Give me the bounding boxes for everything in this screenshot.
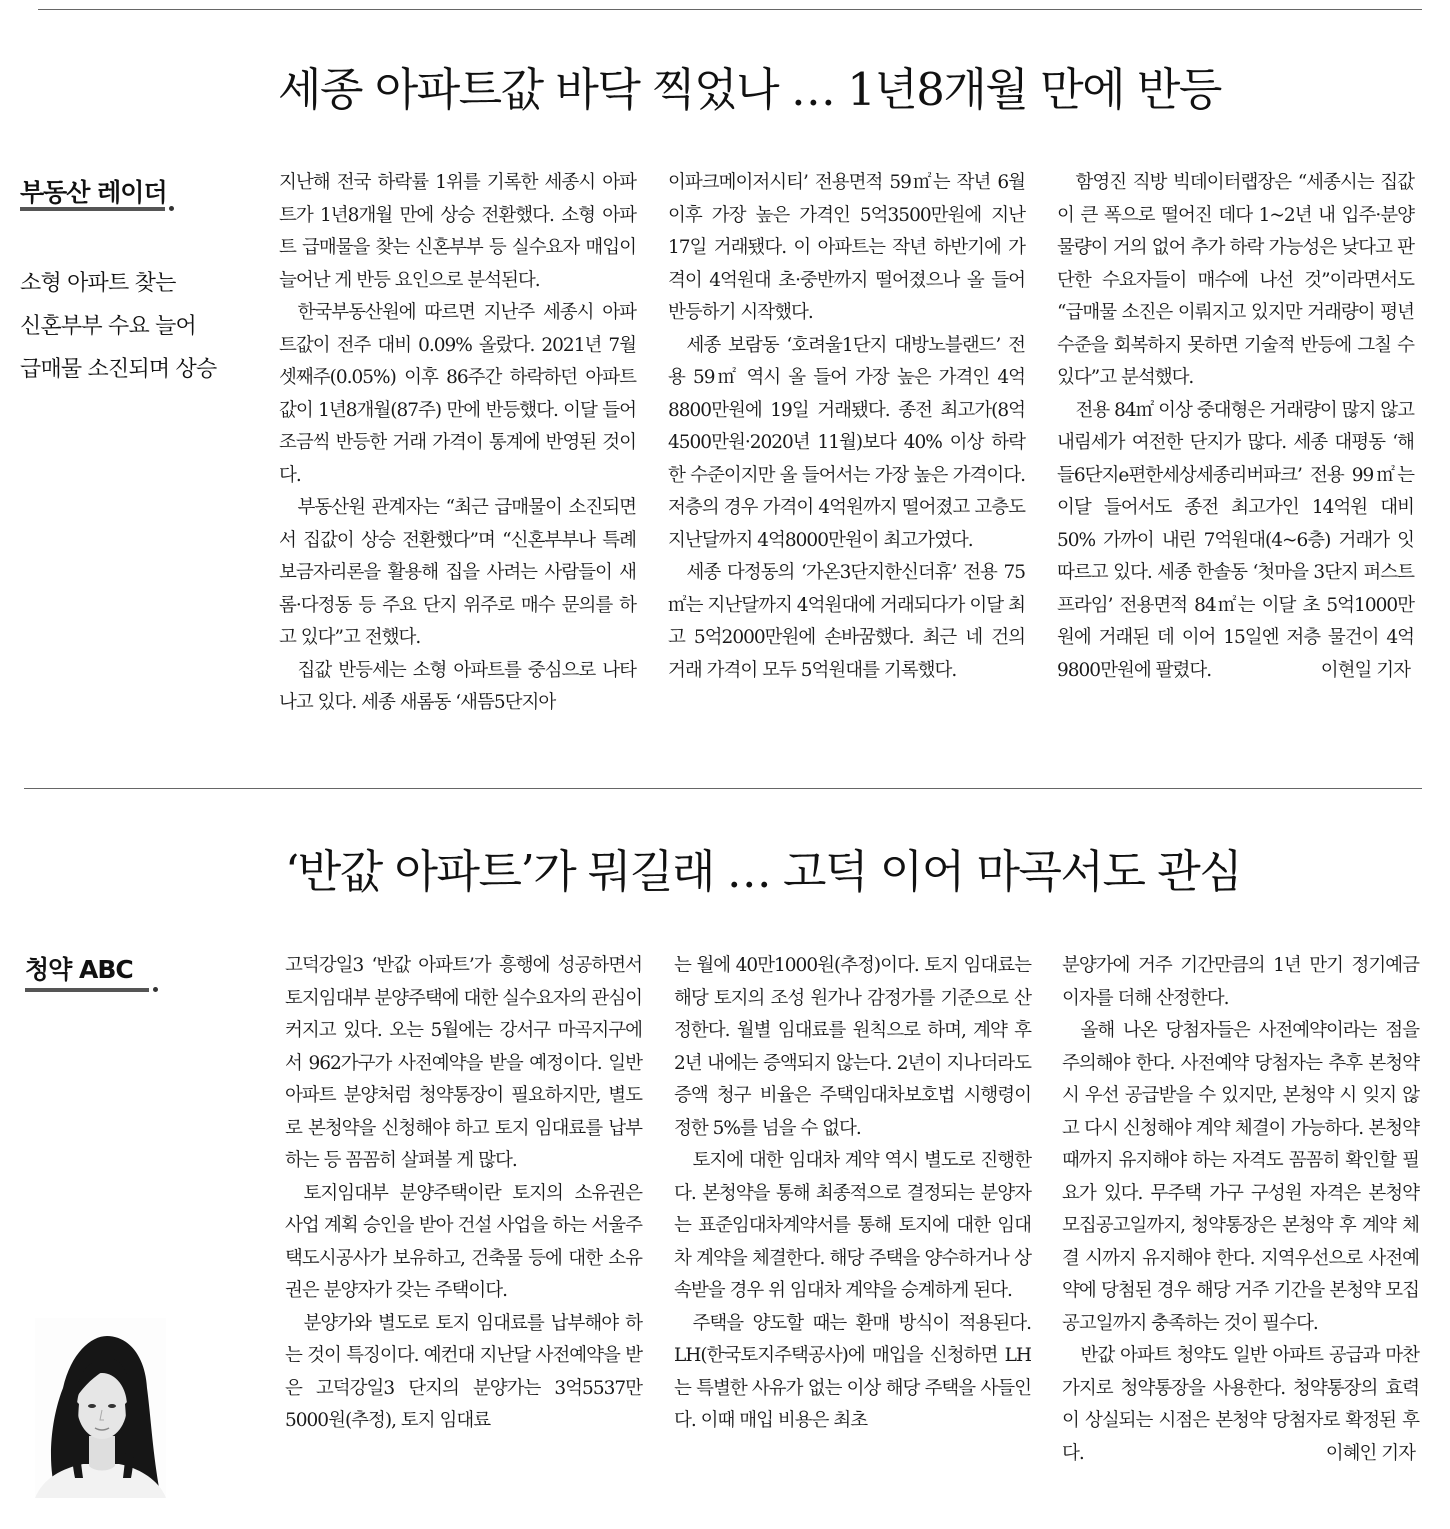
paragraph: 세종 다정동의 ‘가온3단지한신더휴’ 전용 75㎡는 지난달까지 4억원대에 거래되다가 이달 최고 5억2000만원에 손바꿈했다. 최근 네 건의 거래 가격이 모두 5억원대를 기록했다. [668,562,1025,681]
article1-deck [20,262,216,391]
paragraph: 토지임대부 분양주택이란 토지의 소유권은 사업 계획 승인을 받아 건설 사업을 하는 서울주택도시공사가 보유하고, 건축물 등에 대한 소유권은 분양자가 갖는 주택이다. [285,1182,642,1301]
paragraph-text: 반값 아파트 청약도 일반 아파트 공급과 마찬가지로 청약통장을 사용한다. 청약통장의 효력이 상실되는 시점은 본청약 당첨자로 확정된 후다. [1062,1345,1419,1464]
paragraph: 한국부동산원에 따르면 지난주 세종시 아파트값이 전주 대비 0.09% 올랐다. 2021년 7월 셋째주(0.05%) 이후 86주간 하락하던 아파트값이 1년8개월(87주) 만에 반등했다. 이달 들어 조금씩 반등한 거래 가격이 통계에 반영된 것이다. [279,302,636,486]
paragraph: 토지에 대한 임대차 계약 역시 별도로 진행한다. 본청약을 통해 최종적으로 결정되는 분양자는 표준임대차계약서를 통해 토지에 대한 임대차 계약을 체결한다. 해당 주택을 양수하거나 상속받을 경우 위 임대차 계약을 승계하게 된다. [674,1150,1031,1301]
paragraph: 세종 보람동 ‘호려울1단지 대방노블랜드’ 전용 59㎡ 역시 올 들어 가장 높은 가격인 4억8800만원에 19일 거래됐다. 종전 최고가(8억4500만원·2020년 11월)보다 40% 이상 하락한 수준이지만 올 들어서는 가장 높은 가격이다. 저층의 경우 가격이 4억원까지 떨어졌고 고층도 지난달까지 4억8000만원이 최고가였다. [668,334,1025,551]
paragraph: 는 월에 40만1000원(추정)이다. 토지 임대료는 해당 토지의 조성 원가나 감정가를 기준으로 산정한다. 월별 임대료를 원칙으로 하며, 계약 후 2년 내에는 증액되지 않는다. 2년이 지나더라도 증액 청구 비율은 주택임대차보호법 시행령이 정한 5%를 넘을 수 없다. [674,955,1031,1139]
paragraph: 함영진 직방 빅데이터랩장은 “세종시는 집값이 큰 폭으로 떨어진 데다 1~2년 내 입주·분양 물량이 거의 없어 추가 하락 가능성은 낮다고 판단한 수요자들이 매수에 나선 것”이라면서도 “급매물 소진은 이뤄지고 있지만 거래량이 평년 수준을 회복하지 못하면 기술적 반등에 그칠 수 있다”고 분석했다. [1057,172,1414,388]
paragraph: 고덕강일3 ‘반값 아파트’가 흥행에 성공하면서 토지임대부 분양주택에 대한 실수요자의 관심이 커지고 있다. 오는 5월에는 강서구 마곡지구에서 962가구가 사전예약을 받을 예정이다. 일반 아파트 분양처럼 청약통장이 필요하지만, 별도로 본청약을 신청해야 하고 토지 임대료를 납부하는 등 꼼꼼히 살펴볼 게 많다. [285,955,642,1171]
article2-column-3 [1062,950,1419,1470]
paragraph [1057,395,1414,688]
article2-rubric: 청약 ABC [25,955,133,984]
article1-column-1 [279,167,636,720]
paragraph: 분양가와 별도로 토지 임대료를 납부해야 하는 것이 특징이다. 예컨대 지난달 사전예약을 받은 고덕강일3 단지의 분양가는 3억5537만5000원(추정), 토지 임대료 [285,1312,642,1431]
article2-rubric-dot [153,987,158,992]
article1-rubric: 부동산 레이더 [20,178,167,207]
deck-line: 소형 아파트 찾는 [20,271,176,296]
byline: 이혜인 기자 [1325,1442,1415,1464]
deck-line: 급매물 소진되며 상승 [20,357,217,382]
paragraph-text: 전용 84㎡ 이상 중대형은 거래량이 많지 않고 내림세가 여전한 단지가 많다. 세종 대평동 ‘해들6단지e편한세상세종리버파크’ 전용 99㎡는 이달 들어서도 종전 최고가인 14억원 대비 50% 가까이 내린 7억원대(4~6층) 거래가 잇따르고 있다. 세종 한솔동 ‘첫마을 3단지 퍼스트프라임’ 전용면적 84㎡는 이달 초 5억1000만원에 거래된 데 이어 15일엔 저층 물건이 4억9800만원에 팔렸다. [1057,399,1414,681]
top-rule [38,9,1422,10]
reporter-photo [35,1318,166,1498]
paragraph: 올해 나온 당첨자들은 사전예약이라는 점을 주의해야 한다. 사전예약 당첨자는 추후 본청약 시 우선 공급받을 수 있지만, 본청약 시 잊지 않고 다시 신청해야 계약 체결이 가능하다. 본청약 때까지 유지해야 하는 자격도 꼼꼼히 확인할 필요가 있다. 무주택 가구 구성원 자격은 본청약 모집공고일까지, 청약통장은 본청약 후 계약 체결 시까지 유지해야 한다. 지역우선으로 사전예약에 당첨된 경우 해당 거주 기간을 본청약 모집공고일까지 충족하는 것이 필수다. [1062,1020,1419,1334]
article2-headline: ‘반값 아파트’가 뭐길래 … 고덕 이어 마곡서도 관심 [285,845,1242,898]
paragraph [1062,1340,1419,1470]
paragraph: 지난해 전국 하락률 1위를 기록한 세종시 아파트가 1년8개월 만에 상승 전환했다. 소형 아파트 급매물을 찾는 신혼부부 등 실수요자 매입이 늘어난 게 반등 요인으로 분석된다. [279,172,636,291]
paragraph: 부동산원 관계자는 “최근 급매물이 소진되면서 집값이 상승 전환했다”며 “신혼부부나 특례보금자리론을 활용해 집을 사려는 사람들이 새롬·다정동 등 주요 단지 위주로 매수 문의를 하고 있다”고 전했다. [279,497,636,648]
article1-rubric-underline [20,207,165,211]
paragraph: 분양가에 거주 기간만큼의 1년 만기 정기예금 이자를 더해 산정한다. [1062,955,1419,1009]
reporter-portrait-image [35,1318,166,1498]
paragraph: 이파크메이저시티’ 전용면적 59㎡는 작년 6월 이후 가장 높은 가격인 5억3500만원에 지난 17일 거래됐다. 이 아파트는 작년 하반기에 가격이 4억원대 초·중반까지 떨어졌으나 올 들어 반등하기 시작했다. [668,172,1025,323]
paragraph: 집값 반등세는 소형 아파트를 중심으로 나타나고 있다. 세종 새롬동 ‘새뜸5단지아 [279,659,636,713]
byline: 이현일 기자 [1320,659,1410,681]
article1-rubric-dot [169,206,174,211]
article2-column-1 [285,950,642,1438]
article1-column-2 [668,167,1025,687]
article2-column-2 [674,950,1031,1438]
paragraph: 주택을 양도할 때는 환매 방식이 적용된다. LH(한국토지주택공사)에 매입을 신청하면 LH는 특별한 사유가 없는 이상 해당 주택을 사들인다. 이때 매입 비용은 최초 [674,1312,1031,1431]
section-divider [24,788,1422,789]
article1-headline: 세종 아파트값 바닥 찍었나 … 1년8개월 만에 반등 [278,63,1221,116]
deck-line: 신혼부부 수요 늘어 [20,314,197,339]
article2-rubric-underline [25,988,149,992]
article1-column-3 [1057,167,1414,687]
